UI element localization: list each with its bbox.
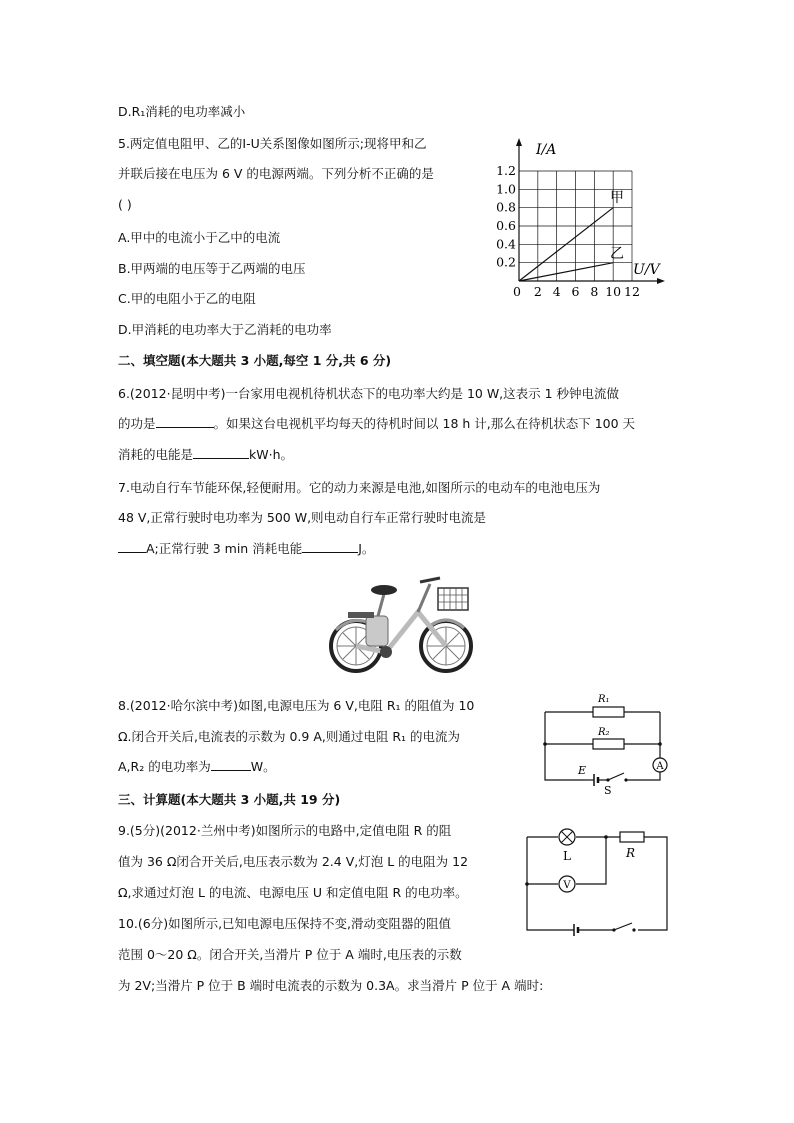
q7-line2: 48 V,正常行驶时电功率为 500 W,则电动自行车正常行驶时电流是 [118,510,487,525]
q7-blank-1[interactable] [118,540,146,553]
q7-line1: 7.电动自行车节能环保,轻便耐用。它的动力来源是电池,如图所示的电动车的电池电压为 [118,480,601,495]
line-yi-label: 乙 [610,246,624,262]
q5-answer-paren: ( ) [118,197,132,212]
handlebar [420,578,440,582]
ammeter-label: A [656,761,664,772]
resistor-r1 [593,707,624,717]
battery-pack [366,616,388,646]
q7-line3-a: A;正常行驶 3 min 消耗电能 [146,541,303,556]
x-tick-label: 6 [571,284,580,299]
q6-line3-a: 消耗的电能是 [118,447,194,462]
q10-line2: 范围 0～20 Ω。闭合开关,当滑片 P 位于 A 端时,电压表的示数 [118,947,462,962]
x-tick-label: 0 [513,284,521,299]
q7-line3 [118,540,374,558]
q8-line3-b: W。 [250,759,276,774]
q6-line3-b: kW·h。 [249,447,294,462]
y-tick-label: 1.0 [496,181,516,197]
x-tick-label: 10 [605,284,622,299]
q8-line3-a: A,R₂ 的电功率为 [118,759,211,774]
section-2-heading: 二、填空题(本大题共 3 小题,每空 1 分,共 6 分) [118,353,392,368]
front-basket [438,588,468,610]
y-tick-label: 1.2 [496,163,516,178]
x-axis-label: U/V [633,262,660,278]
q5-option-b: B.甲两端的电压等于乙两端的电压 [118,261,306,276]
q6-line2-b: 。如果这台电视机平均每天的待机时间以 18 h 计,那么在待机状态下 100 天 [213,416,636,431]
lamp-label: L [563,849,571,863]
x-tick-label: 8 [590,284,599,299]
pedal-crank [380,646,392,658]
y-tick-label: 0.6 [496,218,516,233]
q10-line3: 为 2V;当滑片 P 位于 B 端时电流表的示数为 0.3A。求当滑片 P 位于 A 端时: [118,978,544,993]
q6-line3 [118,446,293,464]
r2-label: R₂ [598,727,610,738]
r1-label: R₁ [598,694,610,705]
switch-9 [614,923,632,930]
source-label: E [578,764,587,777]
q6-blank-1[interactable] [156,415,214,428]
x-axis-arrow [657,278,665,284]
q8-line3 [118,758,276,776]
q6-line1: 6.(2012·昆明中考)一台家用电视机待机状态下的电功率大约是 10 W,这表示 1 秒钟电流做 [118,386,620,401]
electric-bicycle-image [322,572,480,676]
graph-axes [519,143,662,281]
q9-line1: 9.(5分)(2012·兰州中考)如图所示的电路中,定值电阻 R 的阻 [118,823,452,838]
q5-stem-line2: 并联后接在电压为 6 V 的电源两端。下列分析不正确的是 [118,166,434,181]
y-tick-label: 0.2 [496,254,516,270]
q5-option-c: C.甲的电阻小于乙的电阻 [118,291,256,306]
q6-blank-2[interactable] [193,446,249,459]
switch-s [608,773,624,780]
section-3-heading: 三、计算题(本大题共 3 小题,共 19 分) [118,792,341,807]
voltmeter-label: V [563,880,571,891]
switch-label: S [604,784,612,797]
y-tick-label: 0.4 [496,236,516,252]
q9-line3: Ω,求通过灯泡 L 的电流、电源电压 U 和定值电阻 R 的电功率。 [118,885,468,900]
x-tick-label: 4 [552,284,561,299]
y-axis-arrow [516,138,522,146]
line-jia-label: 甲 [610,190,624,206]
y-axis-label: I/A [536,142,557,158]
resistor-r [620,832,644,842]
graph-grid [519,171,632,281]
seat [371,585,397,595]
circuit-q8 [540,690,675,798]
x-tick-label: 2 [533,284,542,299]
q6-line2-a: 的功是 [118,416,156,431]
resistor-label: R [626,846,636,860]
series-line-yi [519,263,613,281]
q6-line2 [118,415,635,433]
q7-line3-b: J。 [358,541,375,556]
q5-option-d: D.甲消耗的电功率大于乙消耗的电功率 [118,322,332,337]
q7-blank-2[interactable] [302,540,358,553]
rear-rack [348,612,374,618]
iu-graph [490,135,665,300]
q5-stem-line1: 5.两定值电阻甲、乙的I-U关系图像如图所示;现将甲和乙 [118,136,427,151]
resistor-r2 [593,739,624,749]
y-tick-label: 0.8 [496,199,516,215]
q8-blank-1[interactable] [211,758,251,771]
x-tick-label: 12 [624,284,640,299]
q10-line1: 10.(6分)如图所示,已知电源电压保持不变,滑动变阻器的阻值 [118,916,452,931]
option-d-prev: D.R₁消耗的电功率减小 [118,104,246,119]
q9-line2: 值为 36 Ω闭合开关后,电压表示数为 2.4 V,灯泡 L 的电阻为 12 [118,854,469,869]
q8-line2: Ω.闭合开关后,电流表的示数为 0.9 A,则通过电阻 R₁ 的电流为 [118,729,460,744]
q5-option-a: A.甲中的电流小于乙中的电流 [118,230,281,245]
q8-line1: 8.(2012·哈尔滨中考)如图,电源电压为 6 V,电阻 R₁ 的阻值为 10 [118,698,475,713]
circuit-q9 [520,824,675,944]
